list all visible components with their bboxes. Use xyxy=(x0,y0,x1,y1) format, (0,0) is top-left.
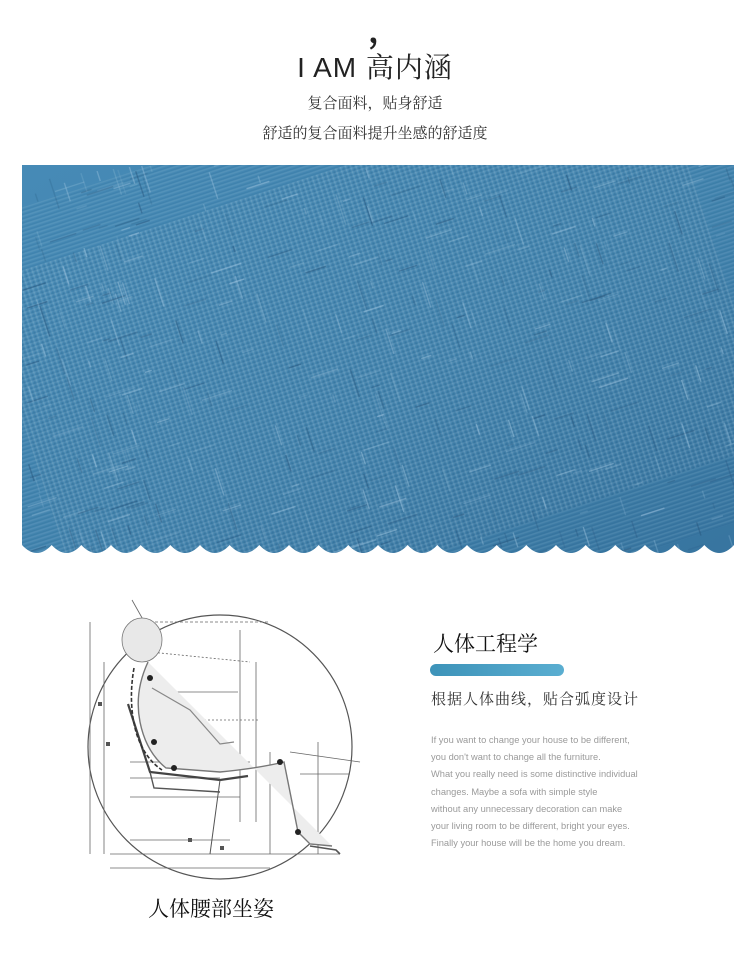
description-line: What you really need is some distinctive individual xyxy=(431,769,638,780)
title-accent-bar xyxy=(430,664,564,676)
description-line: you don't want to change all the furniture. xyxy=(431,752,601,763)
headline-subtitle-1: 复合面料，贴身舒适 xyxy=(307,94,443,112)
ergonomics-subtitle: 根据人体曲线，贴合弧度设计 xyxy=(431,690,640,708)
diagram-caption: 人体腰部坐姿 xyxy=(148,897,274,921)
description-line: If you want to change your house to be different, xyxy=(431,735,630,745)
header-mark: ， xyxy=(368,11,402,51)
description-line: your living room to be different, bright your eyes. xyxy=(431,821,630,832)
sitting-posture-diagram xyxy=(70,592,375,882)
headline-subtitle-2: 舒适的复合面料提升坐感的舒适度 xyxy=(262,124,488,142)
fabric-slub xyxy=(384,560,390,561)
fabric-slub xyxy=(269,552,279,561)
fabric-closeup-image xyxy=(22,165,734,561)
description-line: changes. Maybe a sofa with simple style xyxy=(431,786,598,797)
description-line: without any unnecessary decoration can make xyxy=(431,803,623,814)
page-headline: I AM 高内涵 xyxy=(297,52,453,83)
description-line: Finally your house will be the home you dream. xyxy=(431,838,626,849)
ergonomics-description xyxy=(431,732,731,852)
fabric-slub xyxy=(398,560,405,561)
fabric-slub xyxy=(609,554,612,561)
ergonomics-title: 人体工程学 xyxy=(433,632,538,656)
